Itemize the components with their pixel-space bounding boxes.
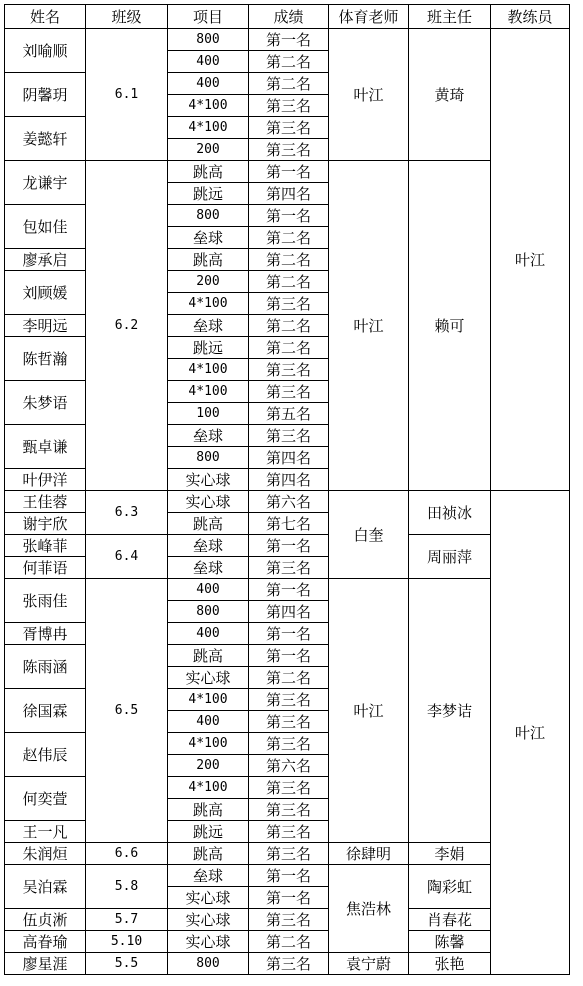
result-cell: 第三名: [249, 733, 329, 755]
pe-teacher-cell: 徐肆明: [329, 843, 409, 865]
student-name-cell: 王佳蓉: [5, 491, 86, 513]
student-name-cell: 朱润烜: [5, 843, 86, 865]
event-cell: 4*100: [168, 359, 249, 381]
result-cell: 第三名: [249, 777, 329, 799]
class-cell: 5.7: [86, 909, 168, 931]
student-name-cell: 叶伊洋: [5, 469, 86, 491]
event-cell: 垒球: [168, 557, 249, 579]
event-cell: 跳高: [168, 645, 249, 667]
homeroom-teacher-cell: 赖可: [409, 161, 491, 491]
class-cell: 6.2: [86, 161, 168, 491]
event-cell: 400: [168, 51, 249, 73]
student-name-cell: 李明远: [5, 315, 86, 337]
result-cell: 第二名: [249, 249, 329, 271]
student-name-cell: 廖星涯: [5, 953, 86, 975]
coach-cell: 叶江: [491, 29, 570, 491]
event-cell: 800: [168, 205, 249, 227]
student-name-cell: 甄卓谦: [5, 425, 86, 469]
event-cell: 400: [168, 711, 249, 733]
result-cell: 第二名: [249, 337, 329, 359]
event-cell: 4*100: [168, 95, 249, 117]
result-cell: 第四名: [249, 447, 329, 469]
result-cell: 第四名: [249, 183, 329, 205]
pe-teacher-cell: 白奎: [329, 491, 409, 579]
result-cell: 第二名: [249, 73, 329, 95]
student-name-cell: 何菲语: [5, 557, 86, 579]
result-cell: 第三名: [249, 117, 329, 139]
student-name-cell: 刘顾媛: [5, 271, 86, 315]
student-name-cell: 廖承启: [5, 249, 86, 271]
results-table: [4, 4, 570, 975]
result-cell: 第三名: [249, 139, 329, 161]
result-cell: 第六名: [249, 755, 329, 777]
result-cell: 第一名: [249, 161, 329, 183]
table-row: [5, 931, 570, 953]
result-cell: 第三名: [249, 293, 329, 315]
table-row: [5, 491, 570, 513]
event-cell: 垒球: [168, 535, 249, 557]
student-name-cell: 陈哲瀚: [5, 337, 86, 381]
class-cell: 6.1: [86, 29, 168, 161]
student-name-cell: 包如佳: [5, 205, 86, 249]
student-name-cell: 龙谦宇: [5, 161, 86, 205]
header-result: 成绩: [249, 5, 329, 29]
pe-teacher-cell: 叶江: [329, 29, 409, 161]
event-cell: 实心球: [168, 909, 249, 931]
event-cell: 跳远: [168, 337, 249, 359]
pe-teacher-cell: 焦浩林: [329, 865, 409, 953]
event-cell: 200: [168, 139, 249, 161]
result-cell: 第二名: [249, 315, 329, 337]
student-name-cell: 胥博冉: [5, 623, 86, 645]
result-cell: 第二名: [249, 271, 329, 293]
class-cell: 6.5: [86, 579, 168, 843]
event-cell: 垒球: [168, 227, 249, 249]
table-row: [5, 29, 570, 51]
event-cell: 跳高: [168, 513, 249, 535]
student-name-cell: 朱梦语: [5, 381, 86, 425]
event-cell: 实心球: [168, 931, 249, 953]
event-cell: 800: [168, 601, 249, 623]
event-cell: 400: [168, 623, 249, 645]
student-name-cell: 谢宇欣: [5, 513, 86, 535]
class-cell: 6.6: [86, 843, 168, 865]
event-cell: 4*100: [168, 117, 249, 139]
result-cell: 第一名: [249, 865, 329, 887]
result-cell: 第四名: [249, 469, 329, 491]
event-cell: 4*100: [168, 733, 249, 755]
class-cell: 5.10: [86, 931, 168, 953]
homeroom-teacher-cell: 黄琦: [409, 29, 491, 161]
event-cell: 跳高: [168, 161, 249, 183]
student-name-cell: 何奕萱: [5, 777, 86, 821]
pe-teacher-cell: 袁宁蔚: [329, 953, 409, 975]
event-cell: 垒球: [168, 315, 249, 337]
result-cell: 第一名: [249, 535, 329, 557]
result-cell: 第二名: [249, 931, 329, 953]
event-cell: 4*100: [168, 381, 249, 403]
student-name-cell: 王一凡: [5, 821, 86, 843]
homeroom-teacher-cell: 李梦诘: [409, 579, 491, 843]
homeroom-teacher-cell: 周丽萍: [409, 535, 491, 579]
result-cell: 第三名: [249, 359, 329, 381]
table-row: [5, 535, 570, 557]
event-cell: 800: [168, 29, 249, 51]
result-cell: 第一名: [249, 205, 329, 227]
class-cell: 6.4: [86, 535, 168, 579]
event-cell: 垒球: [168, 865, 249, 887]
event-cell: 800: [168, 447, 249, 469]
student-name-cell: 赵伟辰: [5, 733, 86, 777]
event-cell: 跳远: [168, 821, 249, 843]
result-cell: 第五名: [249, 403, 329, 425]
student-name-cell: 姜懿轩: [5, 117, 86, 161]
header-pe-teacher: 体育老师: [329, 5, 409, 29]
result-cell: 第三名: [249, 821, 329, 843]
result-cell: 第三名: [249, 95, 329, 117]
class-cell: 5.5: [86, 953, 168, 975]
header-name: 姓名: [5, 5, 86, 29]
result-cell: 第三名: [249, 381, 329, 403]
event-cell: 400: [168, 579, 249, 601]
event-cell: 4*100: [168, 777, 249, 799]
result-cell: 第三名: [249, 425, 329, 447]
pe-teacher-cell: 叶江: [329, 579, 409, 843]
result-cell: 第三名: [249, 799, 329, 821]
homeroom-teacher-cell: 田祯冰: [409, 491, 491, 535]
result-cell: 第三名: [249, 711, 329, 733]
event-cell: 4*100: [168, 293, 249, 315]
table-row: [5, 909, 570, 931]
result-cell: 第二名: [249, 51, 329, 73]
result-cell: 第二名: [249, 667, 329, 689]
result-cell: 第一名: [249, 579, 329, 601]
result-cell: 第三名: [249, 689, 329, 711]
event-cell: 跳高: [168, 249, 249, 271]
event-cell: 4*100: [168, 689, 249, 711]
event-cell: 800: [168, 953, 249, 975]
result-cell: 第一名: [249, 645, 329, 667]
student-name-cell: 吴泊霖: [5, 865, 86, 909]
coach-cell: 叶江: [491, 491, 570, 975]
header-row: [5, 5, 570, 29]
class-cell: 5.8: [86, 865, 168, 909]
class-cell: 6.3: [86, 491, 168, 535]
event-cell: 实心球: [168, 469, 249, 491]
homeroom-teacher-cell: 张艳: [409, 953, 491, 975]
header-event: 项目: [168, 5, 249, 29]
result-cell: 第三名: [249, 953, 329, 975]
result-cell: 第四名: [249, 601, 329, 623]
table-row: [5, 953, 570, 975]
event-cell: 跳高: [168, 843, 249, 865]
table-row: [5, 161, 570, 183]
homeroom-teacher-cell: 陈馨: [409, 931, 491, 953]
header-coach: 教练员: [491, 5, 570, 29]
event-cell: 跳高: [168, 799, 249, 821]
pe-teacher-cell: 叶江: [329, 161, 409, 491]
event-cell: 400: [168, 73, 249, 95]
result-cell: 第七名: [249, 513, 329, 535]
student-name-cell: 张峰菲: [5, 535, 86, 557]
table-row: [5, 843, 570, 865]
result-cell: 第六名: [249, 491, 329, 513]
event-cell: 200: [168, 755, 249, 777]
student-name-cell: 张雨佳: [5, 579, 86, 623]
event-cell: 实心球: [168, 887, 249, 909]
result-cell: 第三名: [249, 843, 329, 865]
event-cell: 实心球: [168, 491, 249, 513]
header-homeroom-teacher: 班主任: [409, 5, 491, 29]
event-cell: 100: [168, 403, 249, 425]
result-cell: 第三名: [249, 557, 329, 579]
homeroom-teacher-cell: 肖春花: [409, 909, 491, 931]
table-row: [5, 865, 570, 887]
homeroom-teacher-cell: 李娟: [409, 843, 491, 865]
result-cell: 第一名: [249, 623, 329, 645]
result-cell: 第一名: [249, 29, 329, 51]
result-cell: 第三名: [249, 909, 329, 931]
student-name-cell: 陈雨涵: [5, 645, 86, 689]
student-name-cell: 阴馨玥: [5, 73, 86, 117]
student-name-cell: 高眷瑜: [5, 931, 86, 953]
student-name-cell: 刘喻顺: [5, 29, 86, 73]
homeroom-teacher-cell: 陶彩虹: [409, 865, 491, 909]
event-cell: 200: [168, 271, 249, 293]
event-cell: 垒球: [168, 425, 249, 447]
student-name-cell: 徐国霖: [5, 689, 86, 733]
student-name-cell: 伍贞淅: [5, 909, 86, 931]
event-cell: 实心球: [168, 667, 249, 689]
header-class: 班级: [86, 5, 168, 29]
table-row: [5, 579, 570, 601]
event-cell: 跳远: [168, 183, 249, 205]
result-cell: 第二名: [249, 227, 329, 249]
result-cell: 第一名: [249, 887, 329, 909]
